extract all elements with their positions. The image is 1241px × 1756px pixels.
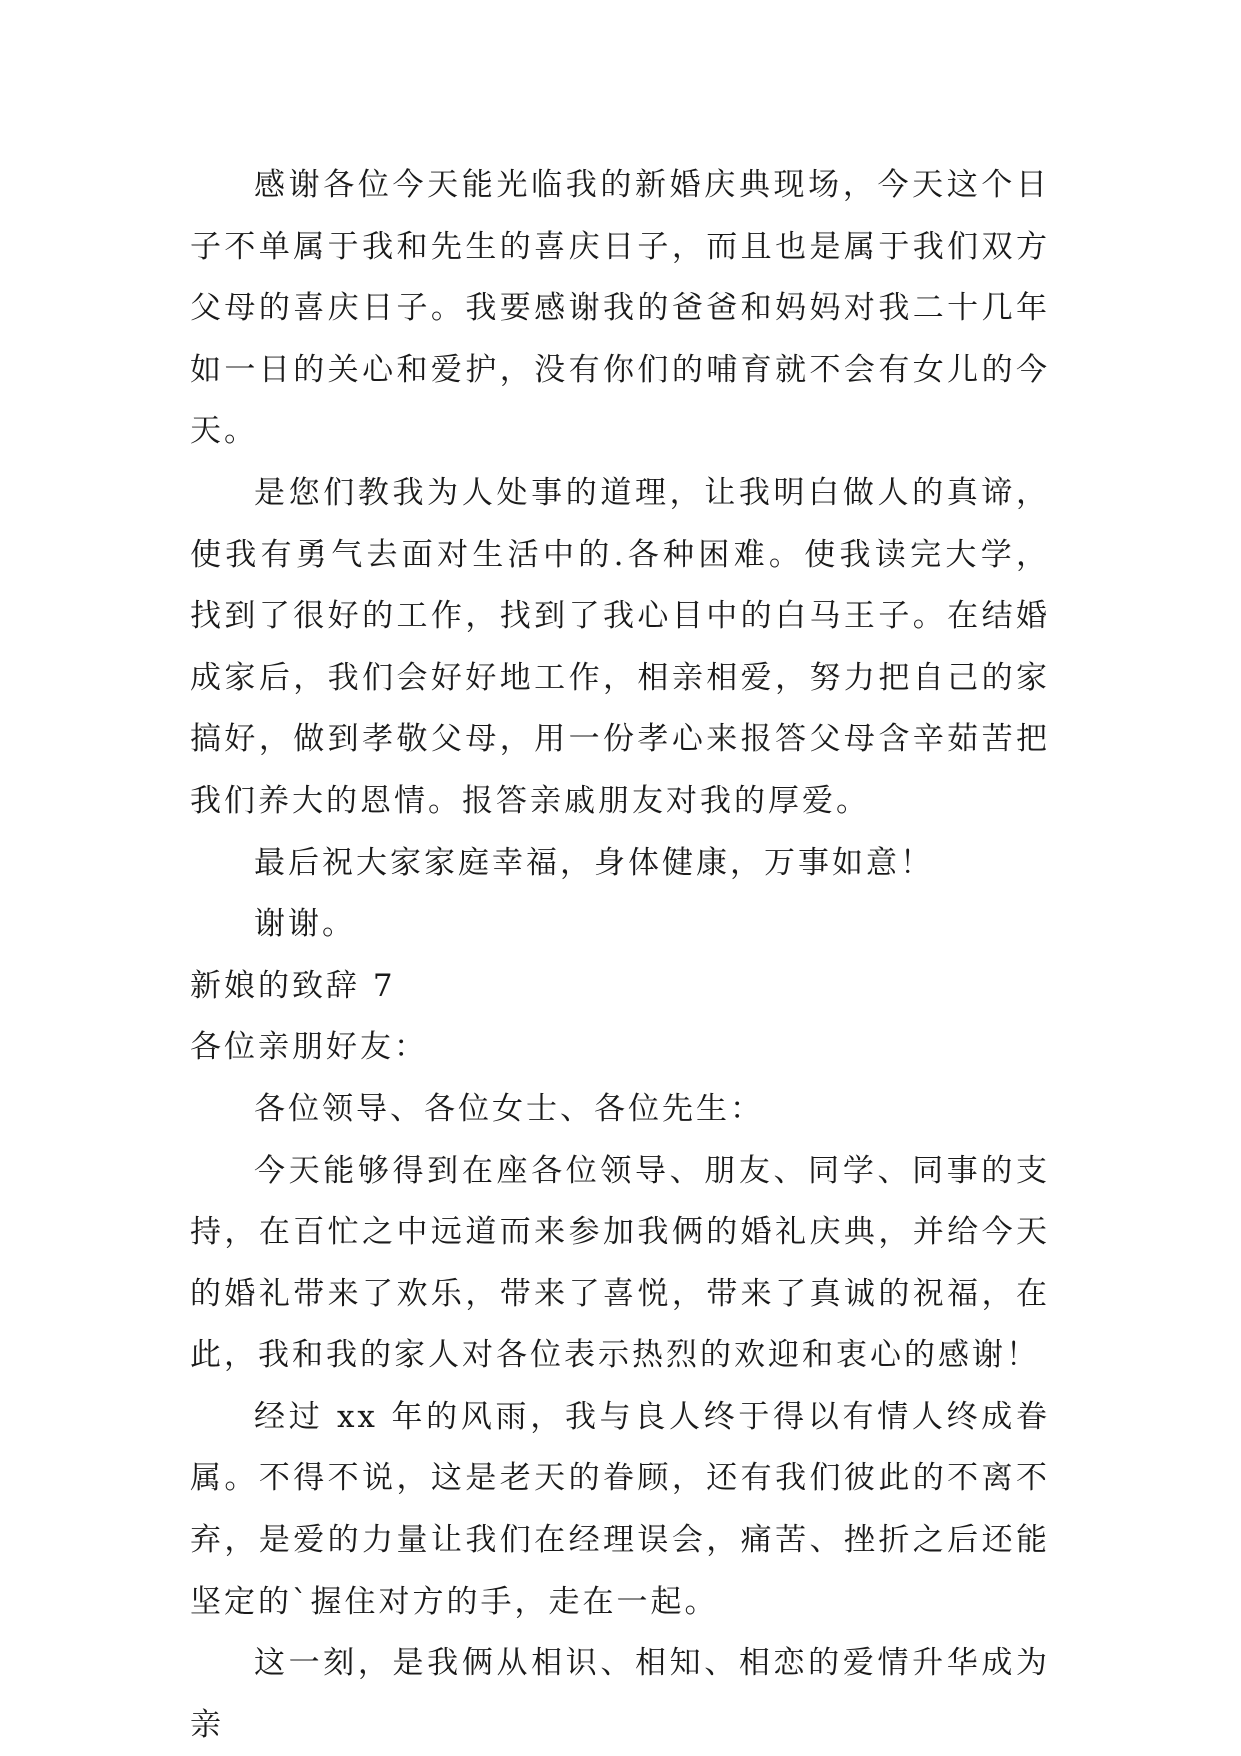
document-body bbox=[190, 155, 1050, 1756]
section-heading: 新娘的致辞 7 bbox=[190, 967, 396, 1004]
paragraph-years-together: 经过 xx 年的风雨，我与良人终于得以有情人终成眷属。不得不说，这是老天的眷顾，还有我们彼此的不离不弃，是爱的力量让我们在经理误会，痛苦、挫折之后还能坚定的`握住对方的手，走在一起。 bbox=[190, 1398, 1050, 1620]
paragraph-thanks-parents: 感谢各位今天能光临我的新婚庆典现场，今天这个日子不单属于我和先生的喜庆日子，而且也是属于我们双方父母的喜庆日子。我要感谢我的爸爸和妈妈对我二十几年如一日的关心和爱护，没有你们的哺育就不会有女儿的今天。 bbox=[190, 167, 1050, 450]
paragraph-this-moment: 这一刻，是我俩从相识、相知、相恋的爱情升华成为亲 bbox=[190, 1645, 1050, 1743]
paragraph-blessing: 最后祝大家家庭幸福，身体健康，万事如意！ bbox=[254, 844, 934, 881]
paragraph-welcome: 今天能够得到在座各位领导、朋友、同学、同事的支持，在百忙之中远道而来参加我俩的婚礼庆典，并给今天的婚礼带来了欢乐，带来了喜悦，带来了真诚的祝福，在此，我和我的家人对各位表示热烈的欢迎和衷心的感谢！ bbox=[190, 1152, 1050, 1374]
salutation-leaders: 各位领导、各位女士、各位先生： bbox=[254, 1090, 764, 1127]
paragraph-thank-you: 谢谢。 bbox=[254, 906, 356, 943]
paragraph-parents-teaching: 是您们教我为人处事的道理，让我明白做人的真谛，使我有勇气去面对生活中的.各种困难。使我读完大学，找到了很好的工作，找到了我心目中的白马王子。在结婚成家后，我们会好好地工作，相亲相爱，努力把自己的家搞好，做到孝敬父母，用一份孝心来报答父母含辛茹苦把我们养大的恩情。报答亲戚朋友对我的厚爱。 bbox=[190, 474, 1050, 819]
salutation-friends: 各位亲朋好友： bbox=[190, 1029, 428, 1066]
